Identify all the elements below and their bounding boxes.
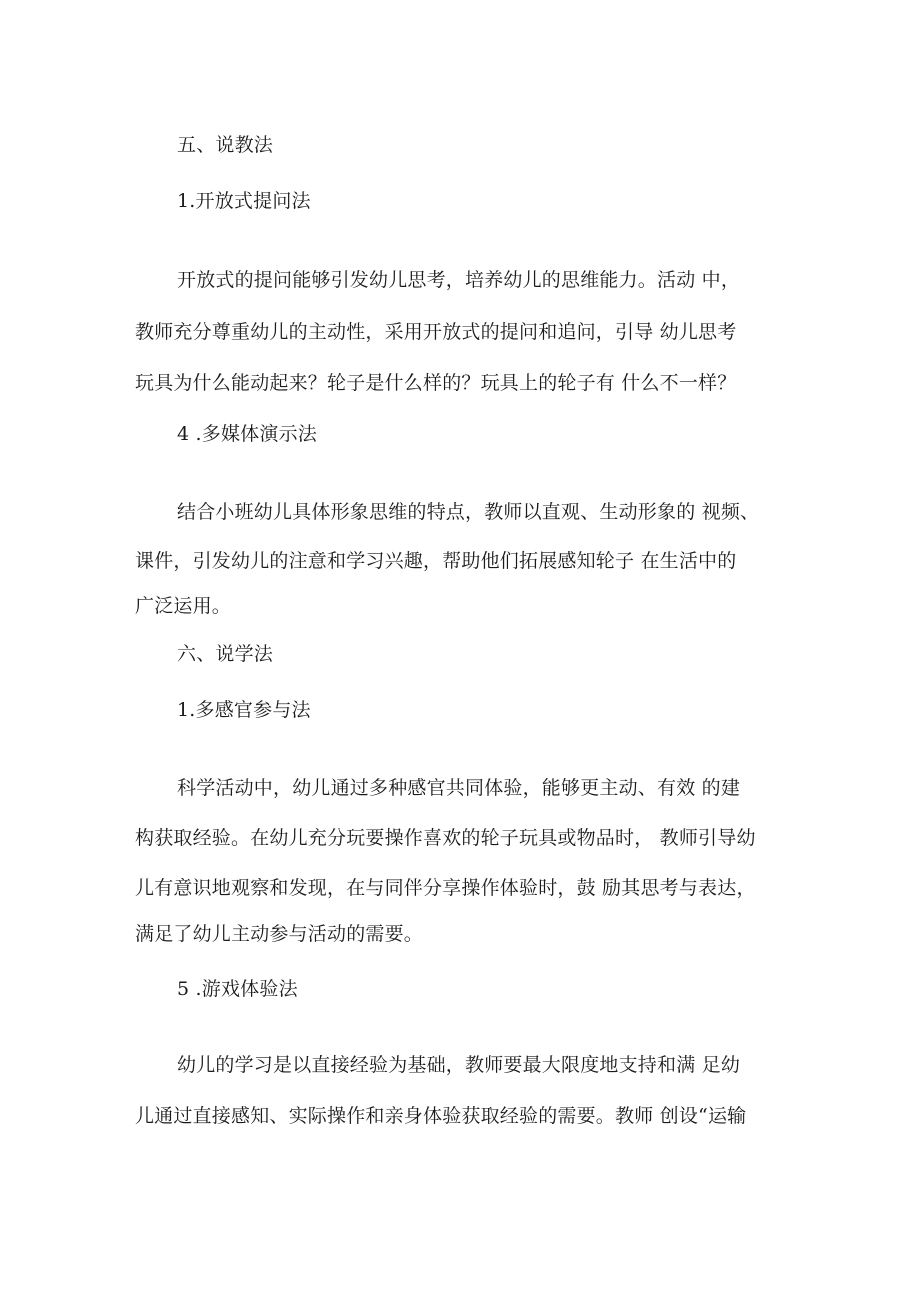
subheading-game-experience: 5 .游戏体验法 [177, 978, 298, 1000]
section-heading-learning-methods: 六、说学法 [177, 643, 274, 665]
paragraph-line: 教师充分尊重幼儿的主动性，采用开放式的提问和追问，引导 幼儿思考 [135, 321, 737, 343]
paragraph-line: 儿通过直接感知、实际操作和亲身体验获取经验的需要。教师 创设“运输 [135, 1105, 747, 1127]
paragraph-line: 满足了幼儿主动参与活动的需要。 [135, 923, 424, 945]
section-heading-teaching-methods: 五、说教法 [177, 134, 274, 156]
subheading-multimedia: 4 .多媒体演示法 [177, 423, 317, 445]
paragraph-line: 玩具为什么能动起来？轮子是什么样的？玩具上的轮子有 什么不一样？ [135, 372, 737, 394]
subheading-open-questioning: 1.开放式提问法 [177, 190, 311, 212]
paragraph-line: 课件，引发幼儿的注意和学习兴趣，帮助他们拓展感知轮子 在生活中的 [135, 550, 737, 572]
paragraph-line: 幼儿的学习是以直接经验为基础，教师要最大限度地支持和满 足幼 [177, 1054, 741, 1076]
subheading-multi-sensory: 1.多感官参与法 [177, 699, 311, 721]
paragraph-line: 开放式的提问能够引发幼儿思考，培养幼儿的思维能力。活动 中， [177, 269, 741, 291]
paragraph-line: 广泛运用。 [135, 595, 232, 617]
paragraph-line: 科学活动中，幼儿通过多种感官共同体验，能够更主动、有效 的建 [177, 777, 741, 799]
paragraph-line: 结合小班幼儿具体形象思维的特点，教师以直观、生动形象的 视频、 [177, 501, 760, 523]
paragraph-line: 儿有意识地观察和发现，在与同伴分享操作体验时，鼓 励其思考与表达， [135, 877, 756, 899]
paragraph-line: 构获取经验。在幼儿充分玩要操作喜欢的轮子玩具或物品时， 教师引导幼 [135, 827, 756, 849]
